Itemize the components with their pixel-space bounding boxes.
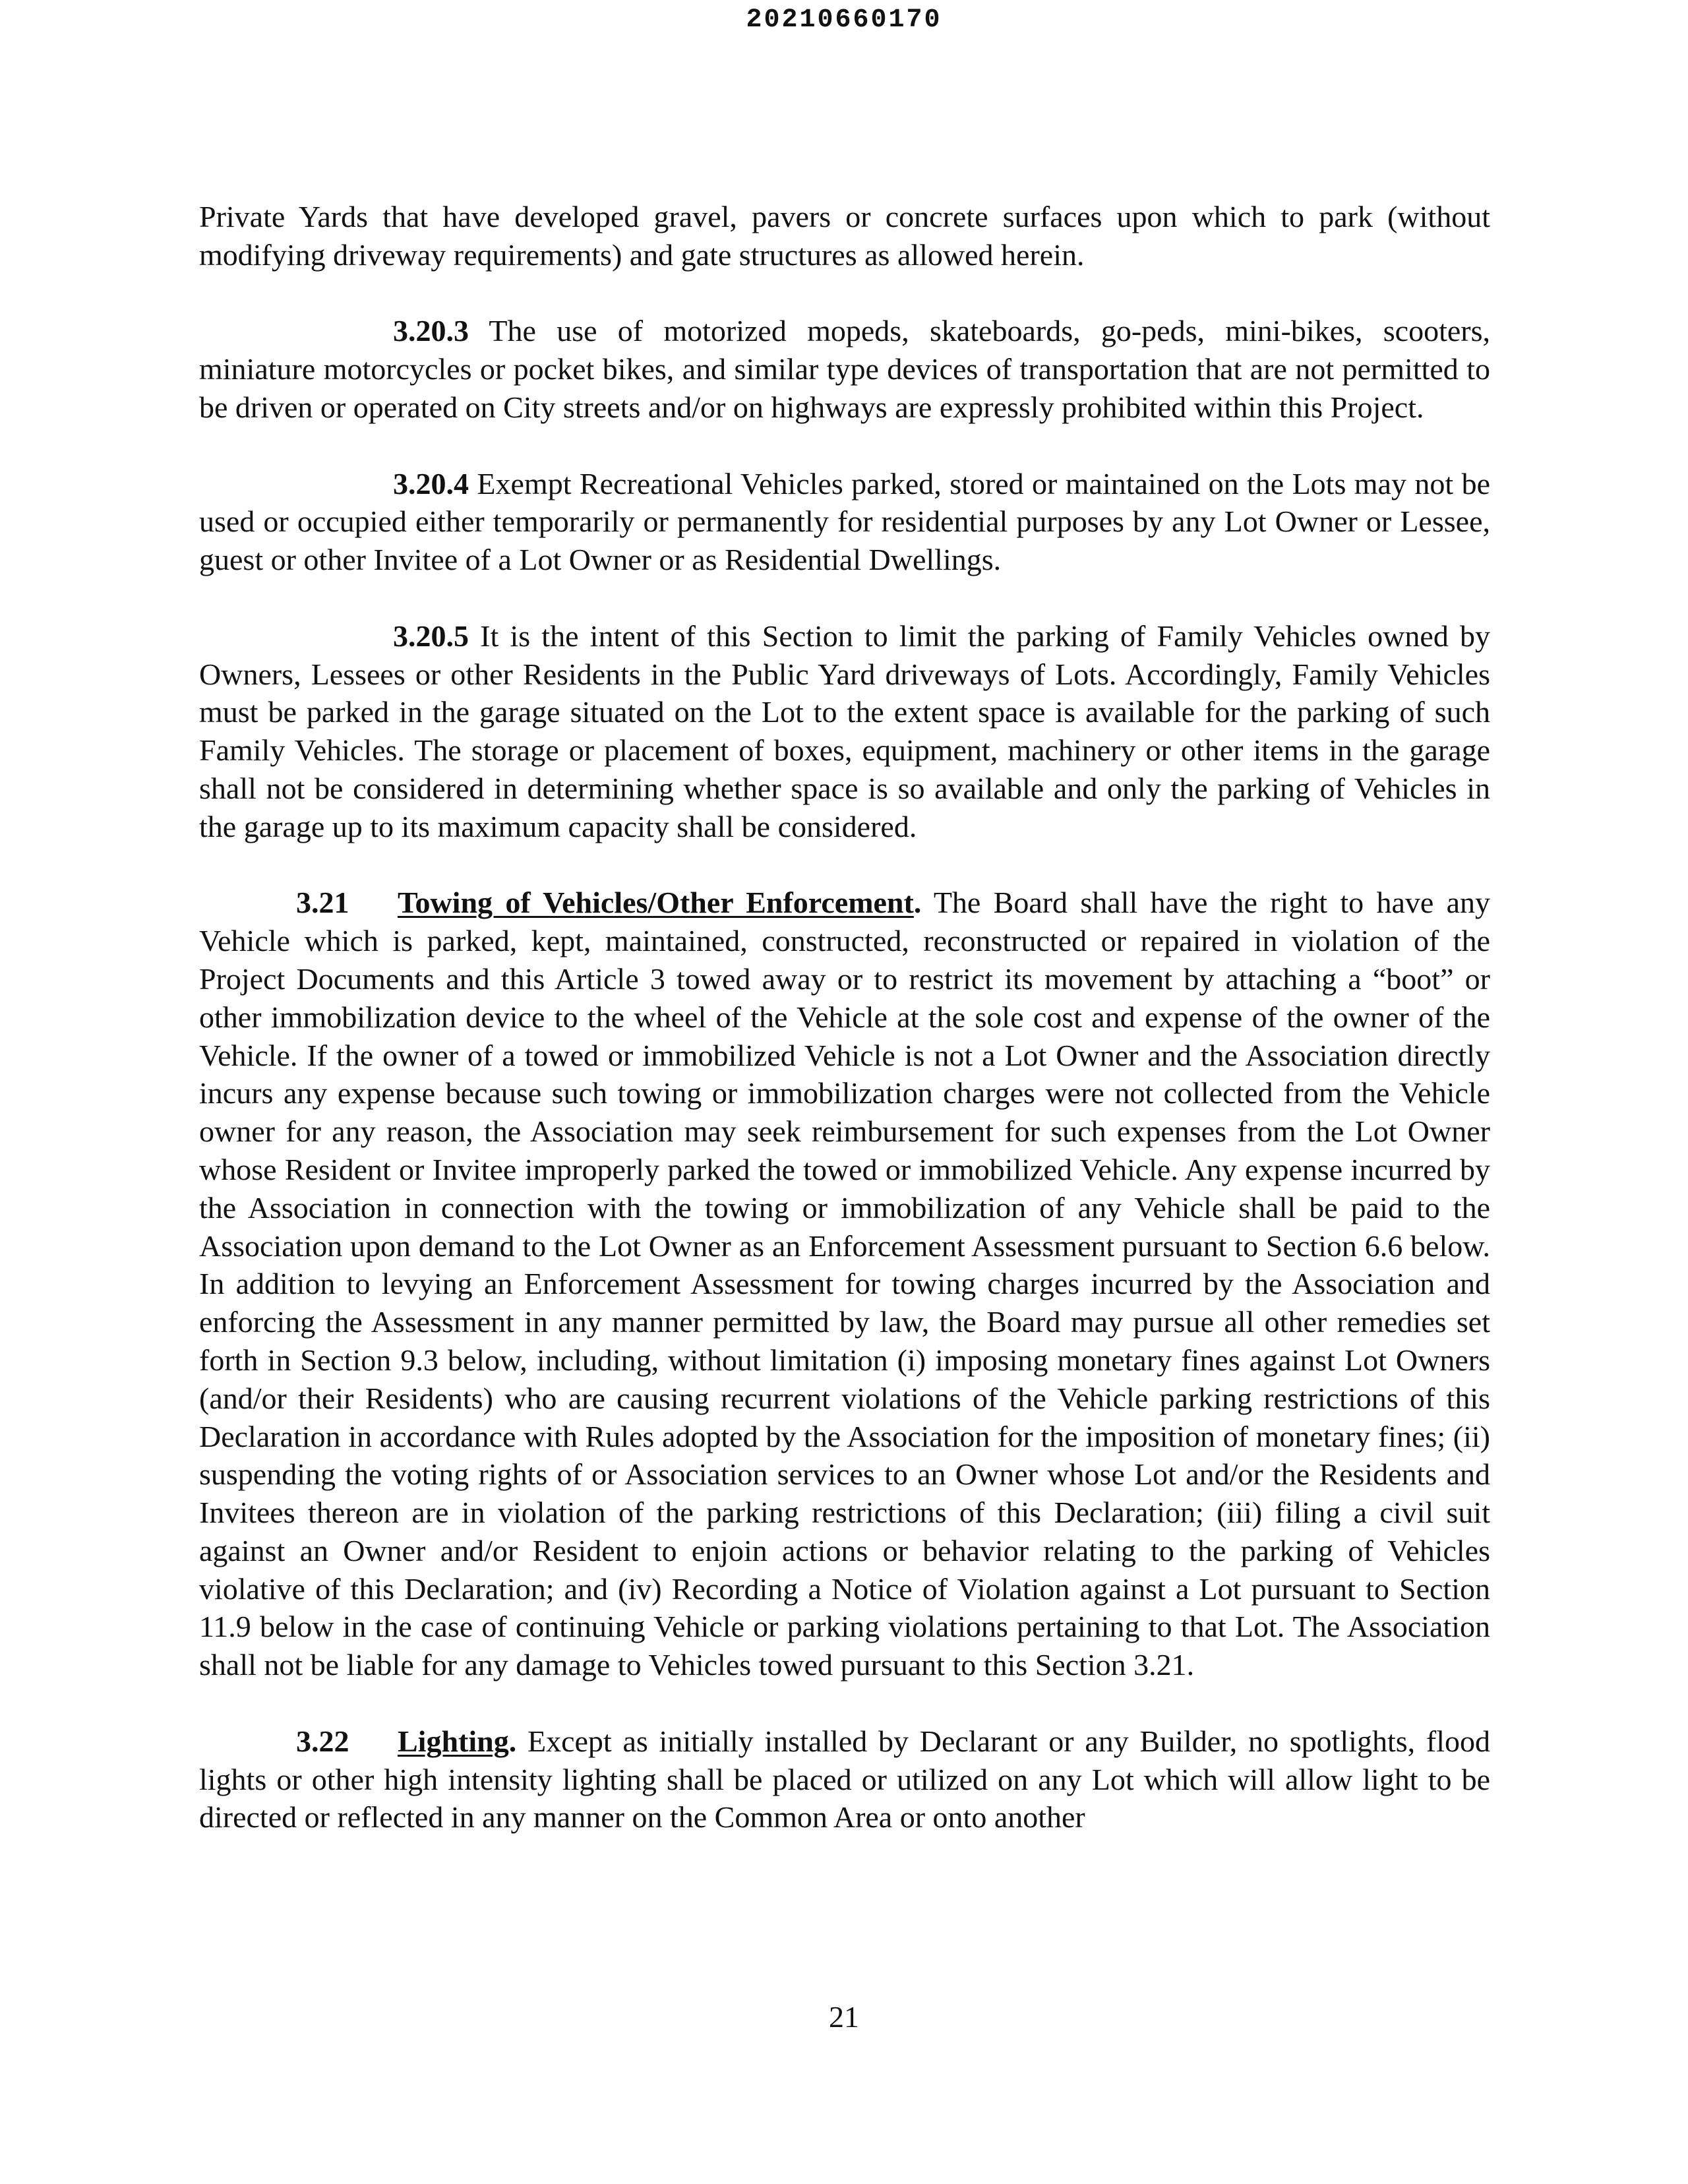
recording-document-number: 20210660170 [746, 5, 942, 35]
section-title: Lighting [398, 1724, 509, 1758]
section-3-20-4-paragraph [199, 465, 1490, 579]
section-title-period: . [508, 1724, 517, 1758]
section-number: 3.21 [296, 886, 349, 920]
section-number: 3.22 [296, 1724, 349, 1758]
section-text: Exempt Recreational Vehicles parked, stored or maintained on the Lots may not be used or occupied either temporarily or permanently for residential purposes by any Lot Owner or Lessee, guest or other Invitee of a Lot Owner or as Residential Dwellings. [199, 466, 1490, 577]
section-text: The use of motorized mopeds, skateboards, go-peds, mini-bikes, scooters, miniature motorcycles or pocket bikes, and similar type devices of transportation that are not permitted to be driven or operated on City streets and/or on highways are expressly prohibited within this Project. [199, 314, 1490, 424]
section-3-20-5-paragraph [199, 617, 1490, 846]
section-3-21-paragraph [199, 884, 1490, 1684]
section-text: The Board shall have the right to have any Vehicle which is parked, kept, maintained, constructed, reconstructed or repaired in violation of the Project Documents and this Article 3 towed away or to restrict its movement by attaching a “boot” or other immobilization device to the wheel of the Vehicle at the sole cost and expense of the owner of the Vehicle. If the owner of a towed or immobilized Vehicle is not a Lot Owner and the Association directly incurs any expense because such towing or immobilization charges were not collected from the Vehicle owner for any reason, the Association may seek reimbursement for such expenses from the Lot Owner whose Resident or Invitee improperly parked the towed or immobilized Vehicle. Any expense incurred by the Association in connection with the towing or immobilization of any Vehicle shall be paid to the Association upon demand to the Lot Owner as an Enforcement Assessment pursuant to Section 6.6 below. In addition to levying an Enforcement Assessment for towing charges incurred by the Association and enforcing the Assessment in any manner permitted by law, the Board may pursue all other remedies set forth in Section 9.3 below, including, without limitation (i) imposing monetary fines against Lot Owners (and/or their Residents) who are causing recurrent violations of the Vehicle parking restrictions of this Declaration in accordance with Rules adopted by the Association for the imposition of monetary fines; (ii) suspending the voting rights of or Association services to an Owner whose Lot and/or the Residents and Invitees thereon are in violation of the parking restrictions of this Declaration; (iii) filing a civil suit against an Owner and/or Resident to enjoin actions or behavior relating to the parking of Vehicles violative of this Declaration; and (iv) Recording a Notice of Violation against a Lot pursuant to Section 11.9 below in the case of continuing Vehicle or parking violations pertaining to that Lot. The Association shall not be liable for any damage to Vehicles towed pursuant to this Section 3.21. [199, 886, 1490, 1682]
section-3-22-paragraph [199, 1722, 1490, 1836]
section-text: It is the intent of this Section to limit the parking of Family Vehicles owned by Owners, Lessees or other Residents in the Public Yard driveways of Lots. Accordingly, Family Vehicles must be parked in the garage situated on the Lot to the extent space is available for the parking of such Family Vehicles. The storage or placement of boxes, equipment, machinery or other items in the garage shall not be considered in determining whether space is so available and only the parking of Vehicles in the garage up to its maximum capacity shall be considered. [199, 619, 1490, 843]
section-title-period: . [913, 886, 922, 920]
section-title: Towing of Vehicles/Other Enforcement [398, 886, 914, 920]
section-number: 3.20.3 [393, 314, 469, 348]
section-number: 3.20.5 [393, 619, 469, 653]
continuation-text: Private Yards that have developed gravel, pavers or concrete surfaces upon which to park (without modifying driveway requirements) and gate structures as allowed herein. [199, 200, 1490, 272]
page-body [199, 198, 1490, 1836]
section-3-20-3-paragraph [199, 312, 1490, 426]
section-text: Except as initially installed by Declarant or any Builder, no spotlights, flood lights or other high intensity lighting shall be placed or utilized on any Lot which will allow light to be directed or reflected in any manner on the Common Area or onto another [199, 1724, 1490, 1835]
section-number: 3.20.4 [393, 466, 469, 501]
continuation-paragraph [199, 198, 1490, 274]
page-number: 21 [829, 2000, 859, 2034]
